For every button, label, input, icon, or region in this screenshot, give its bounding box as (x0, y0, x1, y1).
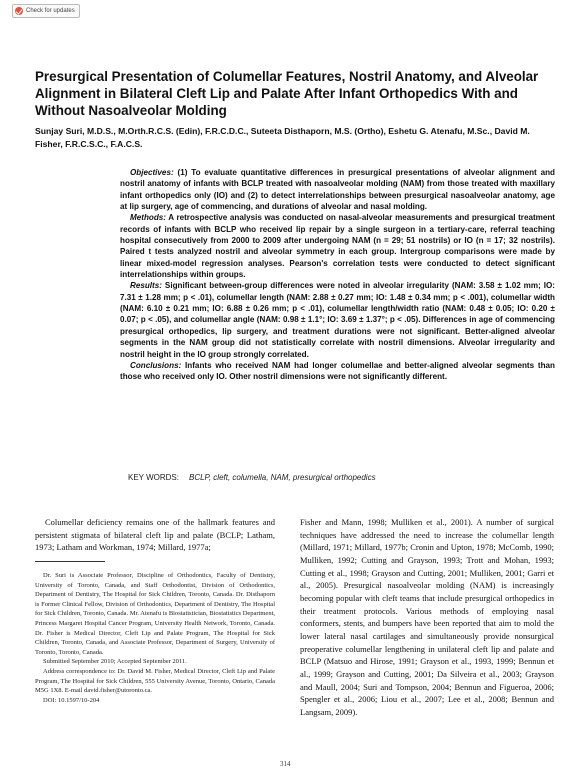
abstract-results-label: Results: (130, 281, 162, 291)
article-title: Presurgical Presentation of Columellar Features, Nostril Anatomy, and Alveolar Alignment in Bilateral Cleft Lip and Palate After Infant Orthopedics With and Without Nasoalveolar Molding (35, 69, 539, 118)
footnote-submission-dates: Submitted September 2010; Accepted September 2011. (43, 658, 187, 666)
abstract-objectives-text: (1) To evaluate quantitative differences in presurgical presentations of alveolar alignment and nostril anatomy of infants with BCLP treated with nasoalveolar molding (NAM) from those treated with maxillary infant orthopedics only (IO) and (2) to detect interrelationships between presurgical nasoalveolar anatomy, age at lip surgery, age of commencing, and durations of alveolar and nasal molding. (120, 168, 555, 212)
abstract-results (120, 280, 555, 359)
footnote-affiliations: Dr. Suri is Associate Professor, Discipline of Orthodontics, Faculty of Dentistry, University of Toronto, Canada, and Staff Orthodontist, Division of Orthodontics, Department of Dentistry, The Hospital for Sick Children, Toronto, Canada. Dr. Disthaporn is Former Clinical Fellow, Division of Orthodontics, Department of Dentistry, The Hospital for Sick Children, Toronto, Canada. Mr. Atenafu is Biostatistician, Biostatistics Department, Princess Margaret Hospital Cancer Program, University Health Network, Toronto, Canada. Dr. Fisher is Medical Director, Cleft Lip and Palate Program, The Hospital for Sick Children, Toronto, Canada, and Associate Professor, Department of Surgery, University of Toronto, Toronto, Canada. (35, 572, 275, 656)
abstract (120, 167, 555, 383)
abstract-objectives (120, 167, 555, 212)
badge-label: Check for updates (26, 8, 75, 14)
abstract-results-text: Significant between-group differences were noted in alveolar irregularity (NAM: 3.58 ± 1.02 mm; IO: 7.31 ± 1.28 mm; p < .01), columellar length (NAM: 2.88 ± 0.27 mm; IO: 1.48 ± 0.34 mm; p < .001), columellar width (NAM: 6.10 ± 0.21 mm; IO: 6.88 ± 0.26 mm; p < .01), columellar length/width ratio (NAM: 0.48 ± 0.05; IO: 0.20 ± 0.07; p < .05), and columellar angle (NAM: 0.98 ± 1.1°; IO: 3.69 ± 1.37°; p < .05). Differences in age of commencing presurgical orthopedics, lip surgery, and treatment durations were not significant. Better-aligned alveolar segments in the NAM group did not statistically correlate with nostril dimensions. Alveolar irregularity and nostril height in the IO group strongly correlated. (120, 281, 555, 359)
abstract-conclusions (120, 360, 555, 383)
body-column-right (300, 516, 554, 719)
page-number: 314 (280, 760, 291, 768)
body-paragraph: Fisher and Mann, 1998; Mulliken et al., 2001). A number of surgical techniques have addressed the need to increase the columellar length (Millard, 1971; Millard, 1977b; Cronin and Upton, 1978; McComb, 1990; Mulliken, 1992; Cutting and Grayson, 1993; Trott and Mohan, 1993; Cutting et al., 1998; Grayson and Cutting, 2001; Mulliken, 2001; Garri et al., 2005). Presurgical nasoalveolar molding (NAM) is increasingly becoming popular with cleft teams that include presurgical orthopedics in their treatment protocols. Various methods of employing nasal conformers, stents, and bumpers have been reported that aim to mold the lower lateral nasal cartilages and simultaneously provide nonsurgical preoperative columellar lengthening in unilateral cleft lip and palate and BCLP (Matsuo and Hirose, 1991; Grayson et al., 1993, 1999; Bennun et al., 1999; Grayson and Cutting, 2001; Da Silveira et al., 2003; Grayson and Maull, 2004; Suri and Tompson, 2004; Bennun and Figueroa, 2006; Spengler et al., 2006; Liou et al., 2007; Lee et al., 2008; Bennun and Langsam, 2009). (300, 517, 554, 717)
abstract-conclusions-label: Conclusions: (130, 360, 182, 370)
keywords-label: KEY WORDS: (128, 473, 179, 482)
check-for-updates-badge[interactable] (12, 4, 80, 18)
footnote-doi: DOI: 10.1597/10-204 (43, 696, 100, 704)
author-list: Sunjay Suri, M.D.S., M.Orth.R.C.S. (Edin), F.R.C.D.C., Suteeta Disthaporn, M.S. (Ortho), Eshetu G. Atenafu, M.Sc., David M. Fisher, F.R.C.S.C., F.A.C.S. (35, 126, 530, 149)
abstract-methods-label: Methods: (130, 213, 166, 223)
footnote-correspondence: Address correspondence to: Dr. David M. Fisher, Medical Director, Cleft Lip and Palate Program, The Hospital for Sick Children, 555 University Avenue, Toronto, Ontario, Canada M5G 1X8. E-mail david.fisher@utoronto.ca. (35, 667, 275, 695)
intro-paragraph: Columellar deficiency remains one of the hallmark features and persistent stigmata of bilateral cleft lip and palate (BCLP; Latham, 1973; Latham and Workman, 1974; Millard, 1977a; (35, 517, 275, 553)
abstract-methods (120, 212, 555, 280)
keywords-value: BCLP, cleft, columella, NAM, presurgical orthopedics (188, 473, 376, 482)
abstract-objectives-label: Objectives: (130, 168, 174, 177)
body-column-left (35, 516, 275, 554)
author-footnote (35, 571, 275, 705)
check-badge-icon (15, 7, 23, 15)
abstract-conclusions-text: Infants who received NAM had longer columellae and better-aligned alveolar segments than those who received only IO. Other nostril dimensions were not significantly different. (120, 360, 555, 382)
footnote-divider (35, 561, 105, 562)
keywords-line (128, 473, 548, 482)
abstract-methods-text: A retrospective analysis was conducted on nasal-alveolar measurements and presurgical treatment records of infants with BCLP who received lip repair by a single surgeon in a tertiary-care, referral teaching hospital consecutively from 2000 to 2009 after undergoing NAM (n = 29; 51 nostrils) or IO (n = 17; 32 nostrils). Paired t tests analyzed nostril and alveolar symmetry in each group. Intergroup comparisons were made by linear mixed-model regression analyses. Pearson's correlation tests were conducted to detect significant interrelationships within groups. (120, 213, 555, 280)
